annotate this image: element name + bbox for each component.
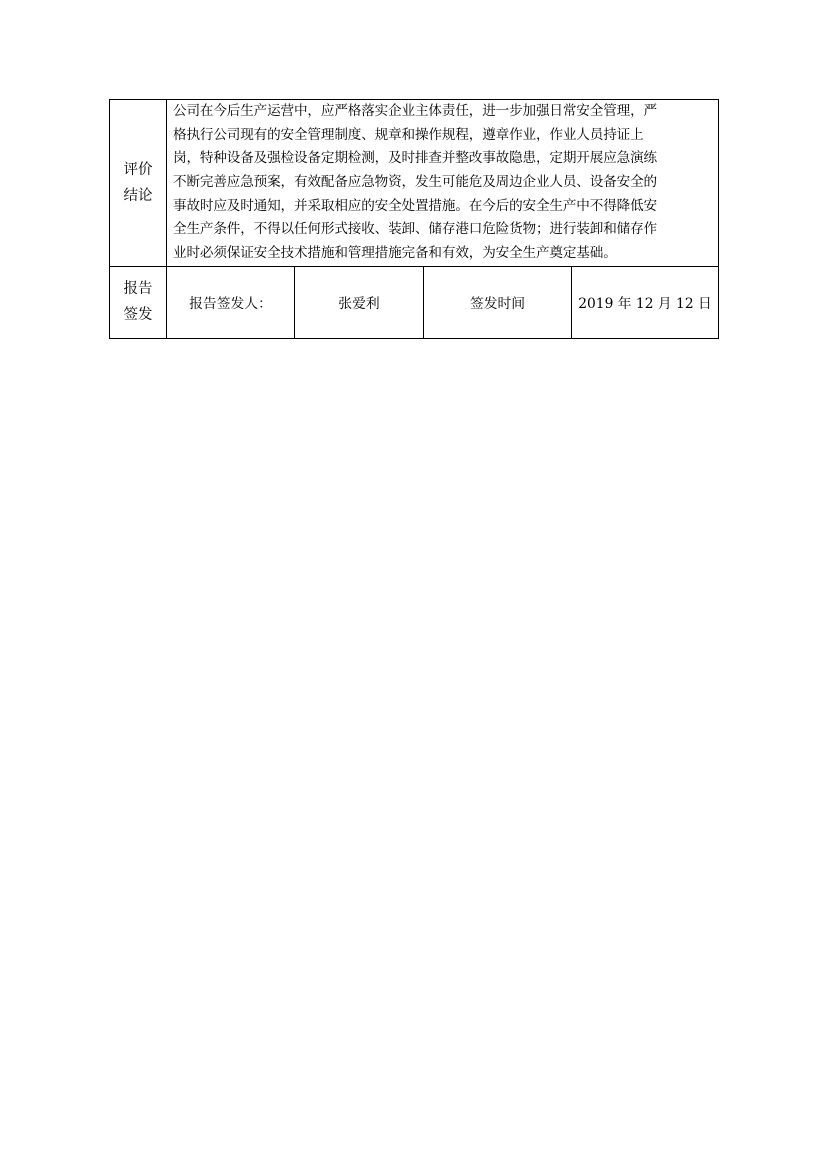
signoff-label-cell	[110, 266, 167, 338]
date-value-cell: 2019 年 12 月 12 日	[572, 266, 719, 338]
evaluation-label-line2: 结论	[123, 187, 153, 204]
report-table	[109, 99, 719, 339]
conclusion-line-6: 全生产条件，不得以任何形式接收、装卸、储存港口危险货物；进行装卸和储存作	[173, 221, 657, 238]
conclusion-line-2: 格执行公司现有的安全管理制度、规章和操作规程，遵章作业，作业人员持证上	[173, 126, 644, 143]
conclusion-line-4: 不断完善应急预案，有效配备应急物资，发生可能危及周边企业人员、设备安全的	[173, 174, 657, 191]
conclusion-line-1: 公司在今后生产运营中，应严格落实企业主体责任，进一步加强日常安全管理，严	[173, 103, 657, 119]
evaluation-conclusion-cell	[167, 100, 719, 267]
conclusion-line-7: 业时必须保证安全技术措施和管理措施完备和有效，为安全生产奠定基础。	[173, 245, 617, 262]
signoff-label-line2: 签发	[123, 307, 153, 324]
signoff-row	[110, 266, 719, 338]
signer-name-cell: 张爱利	[295, 266, 424, 338]
signer-label-cell: 报告签发人：	[167, 266, 295, 338]
conclusion-line-3: 岗，特种设备及强检设备定期检测，及时排查并整改事故隐患，定期开展应急演练	[173, 150, 657, 167]
evaluation-label-line1: 评价	[123, 161, 153, 178]
conclusion-line-5: 事故时应及时通知，并采取相应的安全处置措施。在今后的安全生产中不得降低安	[173, 197, 657, 214]
evaluation-label-cell	[110, 100, 167, 267]
signoff-label-line1: 报告	[123, 281, 153, 298]
date-label-cell: 签发时间	[424, 266, 572, 338]
evaluation-row	[110, 100, 719, 267]
